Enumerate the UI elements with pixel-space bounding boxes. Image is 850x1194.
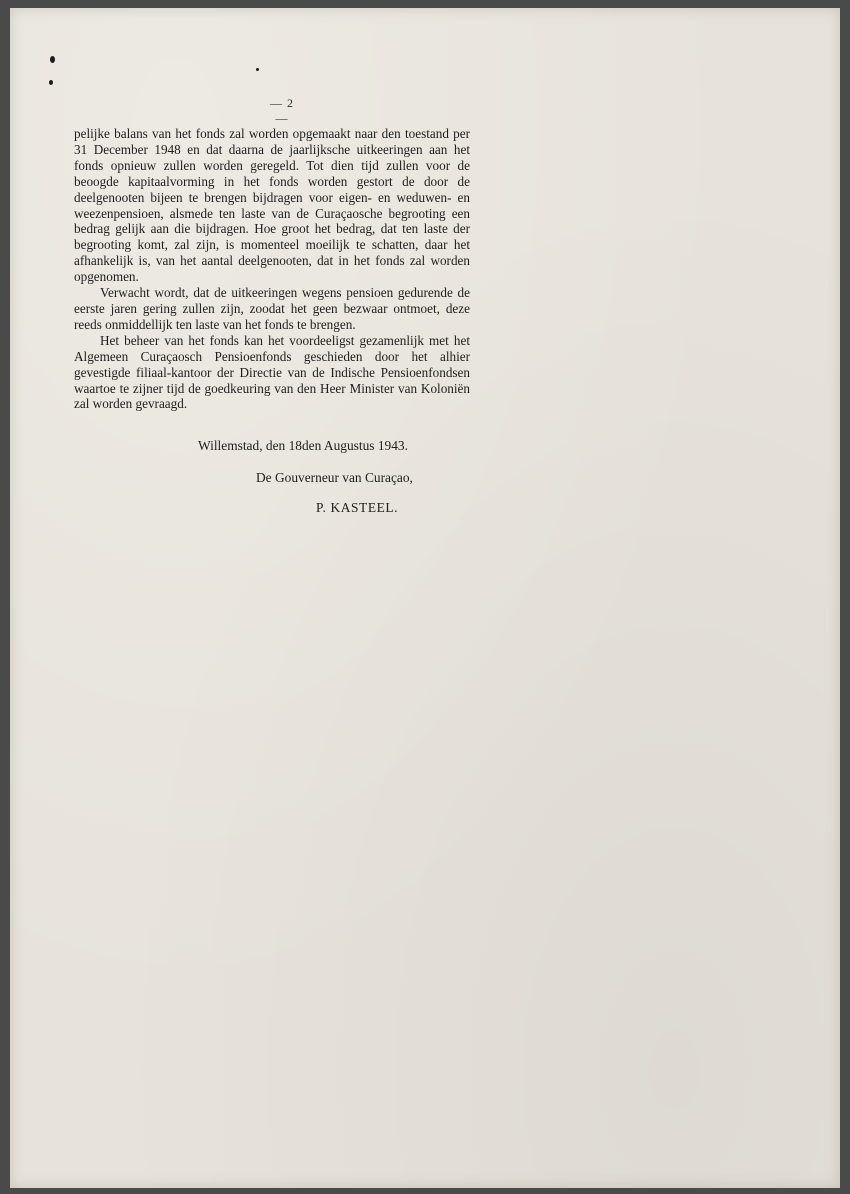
paragraph: pelijke balans van het fonds zal worden opgemaakt naar den toestand per 31 December 1948 en dat daarna de jaarlijksche uitkeeringen aan het fonds opnieuw zullen worden geregeld. Tot dien tijd zullen voor de beoogde kapitaalvorming in het fonds worden gestort de door de deelgenooten bijeen te brengen bijdragen voor eigen- en weduwen- en weezenpensioen, alsmede ten laste van de Curaçaosche begrooting een bedrag gelijk aan die bijdragen. Hoe groot het bedrag, dat ten laste der begrooting komt, zal zijn, is momenteel moeilijk te schatten, daar het afhankelijk is, van het aantal deelgenooten, dat in het fonds zal worden opgenomen. [74, 126, 470, 285]
signatory-name: P. KASTEEL. [316, 500, 399, 515]
punch-hole-mark [49, 80, 53, 85]
paragraph: Het beheer van het fonds kan het voordeeligst gezamenlijk met het Algemeen Curaçaosch Pensioenfonds geschieden door het alhier gevestigde filiaal-kantoor der Directie van de Indische Pensioenfondsen waartoe te zijner tijd de goedkeuring van den Heer Minister van Koloniën zal worden gevraagd. [74, 332, 470, 412]
date-line: Willemstad, den 18den Augustus 1943. [198, 438, 408, 453]
punch-hole-mark [50, 56, 55, 63]
page-number: — 2 — [270, 96, 294, 125]
body-text [74, 126, 470, 412]
document-page [10, 8, 840, 1188]
ink-speck [256, 68, 259, 71]
paragraph: Verwacht wordt, dat de uitkeeringen wegens pensioen gedurende de eerste jaren gering zullen zijn, zoodat het geen bezwaar ontmoet, deze reeds onmiddellijk ten laste van het fonds te brengen. [74, 285, 470, 332]
signatory-title: De Gouverneur van Curaçao, [256, 470, 413, 485]
